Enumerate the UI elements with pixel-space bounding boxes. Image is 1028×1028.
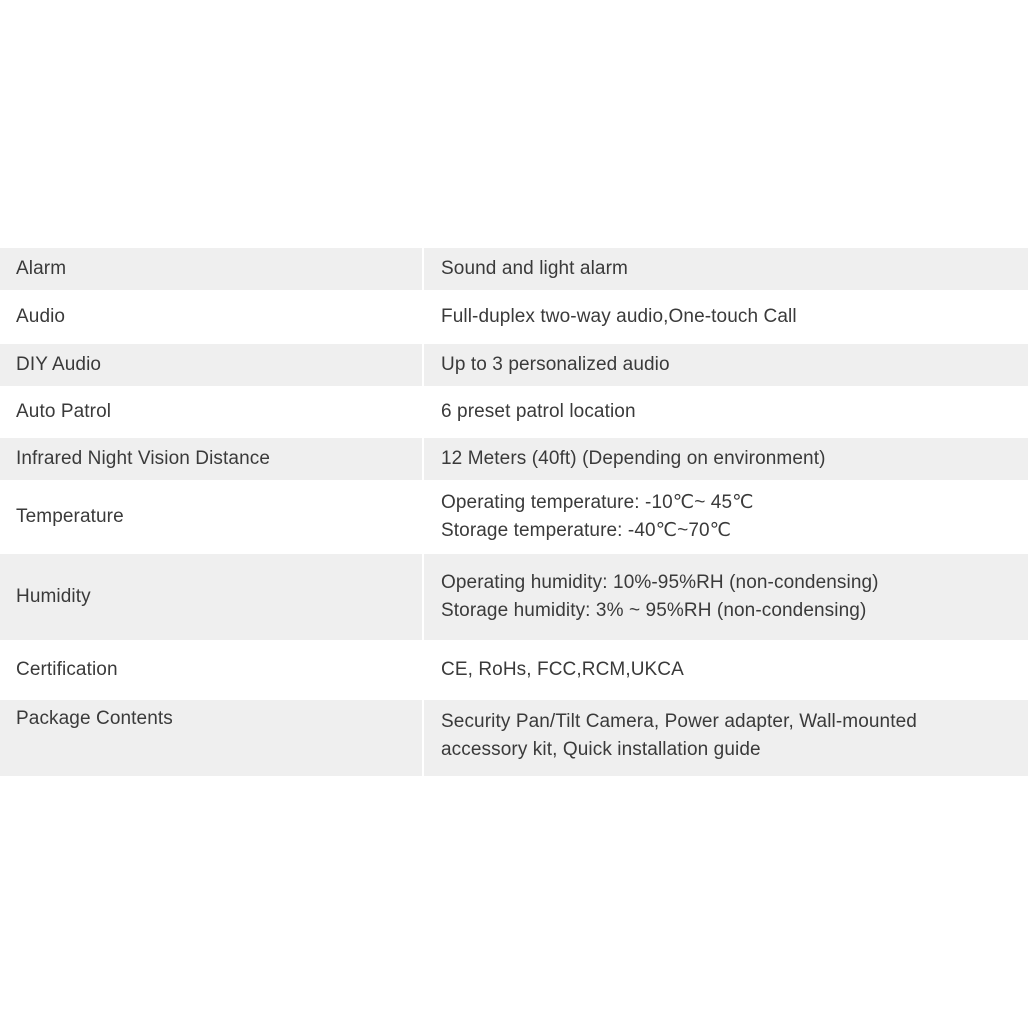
spec-value-line: Sound and light alarm [441,258,628,279]
spec-value [424,290,1028,344]
spec-row-diy-audio [0,344,1028,386]
spec-row-alarm [0,248,1028,290]
spec-label: DIY Audio [0,344,422,386]
spec-label: Alarm [0,248,422,290]
spec-value-line: CE, RoHs, FCC,RCM,UKCA [441,659,684,680]
spec-label: Auto Patrol [16,401,112,422]
spec-value-line: Full-duplex two-way audio,One-touch Call [441,306,797,327]
spec-row-temperature [0,480,1028,554]
spec-value-line: Operating humidity: 10%-95%RH (non-condensing) [441,572,879,593]
spec-value-line: Up to 3 personalized audio [441,354,670,375]
spec-label: Package Contents [0,700,422,776]
spec-value [424,700,1028,776]
spec-row-night-vision [0,438,1028,480]
spec-label: Infrared Night Vision Distance [0,438,422,480]
spec-row-auto-patrol [0,386,1028,438]
spec-value [424,640,1028,700]
spec-value-line: Operating temperature: -10℃~ 45℃ [441,492,754,513]
spec-value [424,554,1028,640]
spec-value [424,480,1028,554]
spec-row-humidity [0,554,1028,640]
spec-value-line: accessory kit, Quick installation guide [441,739,761,760]
spec-label: Audio [16,306,66,327]
spec-label: Humidity [0,554,422,640]
spec-value [424,438,1028,480]
spec-value [424,386,1028,438]
spec-row-audio [0,290,1028,344]
spec-value-line: Security Pan/Tilt Camera, Power adapter, Wall-mounted [441,711,917,732]
spec-row-certification [0,640,1028,700]
spec-label: Certification [16,659,118,680]
spec-value [424,344,1028,386]
spec-value-line: Storage humidity: 3% ~ 95%RH (non-condensing) [441,600,867,621]
spec-row-package-contents [0,700,1028,776]
spec-value-line: 12 Meters (40ft) (Depending on environment) [441,448,826,469]
spec-label: Temperature [16,506,124,527]
spec-value [424,248,1028,290]
spec-table [0,248,1028,776]
spec-value-line: Storage temperature: -40℃~70℃ [441,520,732,541]
spec-value-line: 6 preset patrol location [441,401,636,422]
